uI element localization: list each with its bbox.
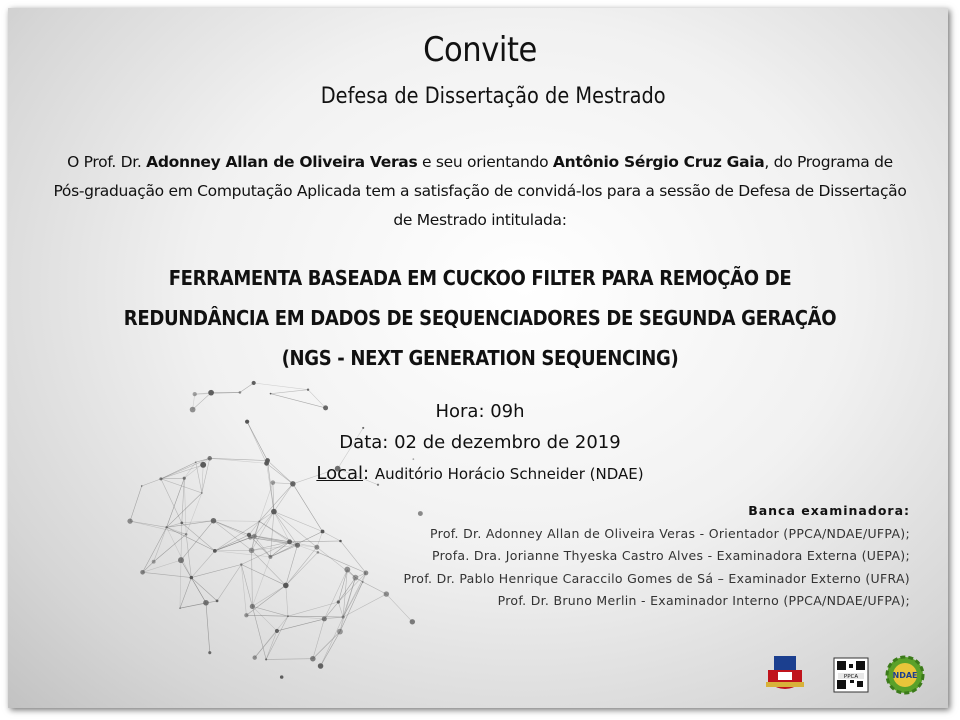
invitation-title: Convite [423, 30, 537, 70]
event-location: Local: Auditório Horácio Schneider (NDAE) [316, 463, 644, 484]
globe-node [208, 390, 214, 396]
globe-node [283, 583, 289, 589]
globe-node [141, 485, 143, 487]
globe-link [241, 542, 289, 565]
globe-node [207, 456, 211, 460]
globe-node [185, 533, 188, 536]
globe-link [286, 585, 288, 616]
globe-link [274, 512, 290, 542]
globe-node [265, 658, 267, 660]
globe-link [210, 458, 268, 460]
globe-link [215, 551, 271, 557]
globe-link [186, 534, 191, 577]
globe-link [161, 462, 196, 479]
globe-node [178, 557, 184, 563]
globe-link [293, 484, 323, 532]
globe-link [246, 615, 288, 616]
globe-link [321, 632, 340, 666]
globe-node [307, 389, 309, 391]
globe-link [191, 578, 206, 603]
globe-node [200, 462, 206, 468]
globe-node [268, 555, 272, 559]
globe-link [252, 585, 285, 606]
globe-node [127, 518, 132, 523]
globe-node [248, 535, 252, 539]
globe-node [253, 655, 257, 659]
globe-link [180, 560, 181, 608]
globe-link [130, 521, 167, 527]
globe-node [152, 560, 156, 564]
globe-node [250, 604, 255, 609]
invitation-intro [50, 148, 910, 235]
globe-link [324, 617, 343, 619]
ufpa-logo [766, 656, 804, 689]
globe-node [249, 548, 255, 554]
globe-link [142, 479, 161, 486]
globe-node [203, 600, 209, 606]
thesis-title-line: REDUNDÂNCIA EM DADOS DE SEQUENCIADORES DE SEGUNDA GERAÇÃO [123, 306, 837, 330]
globe-node [318, 663, 324, 669]
globe-link [130, 521, 186, 534]
globe-node [314, 545, 319, 550]
globe-link [290, 541, 341, 542]
globe-node [258, 520, 260, 522]
globe-link [186, 493, 202, 534]
globe-link [288, 602, 338, 616]
globe-link [180, 601, 217, 608]
globe-node [252, 381, 256, 385]
location-label: Local [316, 463, 364, 484]
institution-logos [760, 652, 930, 698]
globe-node [195, 461, 197, 463]
globe-node [322, 616, 327, 621]
globe-node [190, 576, 193, 579]
globe-node [179, 607, 181, 609]
thesis-title [60, 258, 900, 378]
globe-link [266, 659, 313, 660]
globe-link [286, 547, 317, 585]
globe-node [295, 543, 300, 548]
event-date: Data: 02 de dezembro de 2019 [339, 432, 621, 453]
globe-node [183, 477, 186, 480]
ufpa-logo-top [774, 656, 796, 670]
ppca-qr-logo [834, 658, 868, 692]
ndae-logo [887, 657, 923, 693]
globe-node [280, 675, 283, 678]
intro-text-2: e seu orientando [417, 153, 553, 171]
location-value: Auditório Horácio Schneider (NDAE) [374, 465, 644, 483]
globe-node [337, 629, 343, 635]
globe-link [241, 564, 246, 615]
intro-text-1: O Prof. Dr. [67, 153, 147, 171]
date-label: Data [339, 432, 383, 453]
ufpa-logo-book [778, 672, 792, 680]
globe-node [287, 539, 292, 544]
globe-node [252, 534, 257, 539]
globe-link [254, 383, 308, 390]
globe-link [161, 478, 184, 479]
globe-node [211, 518, 216, 523]
globe-link [181, 523, 182, 560]
globe-node [239, 391, 242, 394]
globe-link [271, 390, 308, 394]
globe-node [275, 629, 279, 633]
ppca-logo-text: PPCA [843, 674, 859, 680]
globe-link [252, 550, 253, 606]
globe-node [216, 600, 219, 603]
globe-node [190, 407, 196, 413]
globe-link [191, 551, 215, 578]
globe-link [143, 572, 192, 577]
time-value: 09h [490, 401, 525, 422]
globe-link [252, 606, 266, 659]
globe-link [161, 479, 182, 523]
globe-node [244, 613, 248, 617]
advisor-name: Adonney Allan de Oliveira Veras [146, 153, 418, 171]
globe-link [206, 603, 210, 653]
time-label: Hora [435, 401, 479, 422]
globe-link [323, 532, 341, 542]
globe-link [215, 535, 249, 551]
invitation-subtitle: Defesa de Dissertação de Mestrado [320, 84, 666, 109]
globe-link [167, 527, 215, 551]
intro-text-3: , do Programa de Pós-graduação em Computação Aplicada tem a satisfação de convidá-los para a sessão de Defesa de Dissertação de Mestrado intitulada: [53, 153, 907, 229]
globe-link [241, 564, 252, 606]
globe-link [130, 486, 142, 521]
board-member: Prof. Dr. Bruno Merlin - Examinador Interno (PPCA/NDAE/UFPA); [497, 593, 910, 608]
globe-node [321, 530, 325, 534]
globe-node [339, 540, 342, 543]
thesis-title-line: FERRAMENTA BASEADA EM CUCKOO FILTER PARA REMOÇÃO DE [168, 266, 792, 290]
board-member: Prof. Dr. Adonney Allan de Oliveira Veras - Orientador (PPCA/NDAE/UFPA); [430, 525, 910, 541]
globe-node [337, 600, 340, 603]
globe-node [287, 615, 289, 617]
globe-node [310, 656, 315, 661]
board-member: Prof. Dr. Pablo Henrique Caraccilo Gomes de Sá – Examinador Externo (UFRA) [403, 570, 910, 586]
globe-node [410, 619, 415, 624]
globe-link [180, 578, 191, 609]
globe-node [193, 392, 197, 396]
event-time: Hora: 09h [435, 401, 525, 422]
globe-link [213, 521, 259, 522]
globe-link [338, 602, 343, 617]
globe-link [167, 478, 185, 527]
event-details [260, 396, 700, 490]
date-value: 02 de dezembro de 2019 [394, 432, 621, 453]
globe-link [255, 616, 288, 657]
globe-link [252, 545, 298, 550]
globe-node [201, 492, 203, 494]
ndae-logo-text: NDAE [892, 671, 918, 680]
globe-node [159, 477, 162, 480]
globe-link [240, 383, 254, 392]
globe-node [317, 551, 320, 554]
student-name: Antônio Sérgio Cruz Gaia [552, 153, 765, 171]
globe-node [342, 615, 345, 618]
globe-node [240, 563, 243, 566]
globe-node [270, 393, 272, 395]
examining-board [350, 500, 910, 613]
globe-link [161, 479, 202, 493]
board-member: Profa. Dra. Jorianne Thyeska Castro Alves - Examinadora Externa (UEPA); [431, 548, 910, 563]
globe-node [271, 509, 277, 515]
globe-node [180, 521, 183, 524]
globe-node [208, 651, 211, 654]
globe-link [266, 616, 288, 659]
globe-link [266, 631, 277, 660]
globe-node [213, 549, 217, 553]
globe-node [165, 526, 167, 528]
globe-node [245, 420, 249, 424]
globe-link [191, 578, 217, 601]
globe-node [140, 570, 145, 575]
globe-link [321, 617, 344, 666]
ufpa-logo-band [766, 682, 804, 687]
globe-link [210, 458, 267, 463]
globe-link [182, 521, 214, 523]
board-heading: Banca examinadora: [748, 503, 910, 518]
thesis-title-line: (NGS - NEXT GENERATION SEQUENCING) [281, 346, 679, 370]
